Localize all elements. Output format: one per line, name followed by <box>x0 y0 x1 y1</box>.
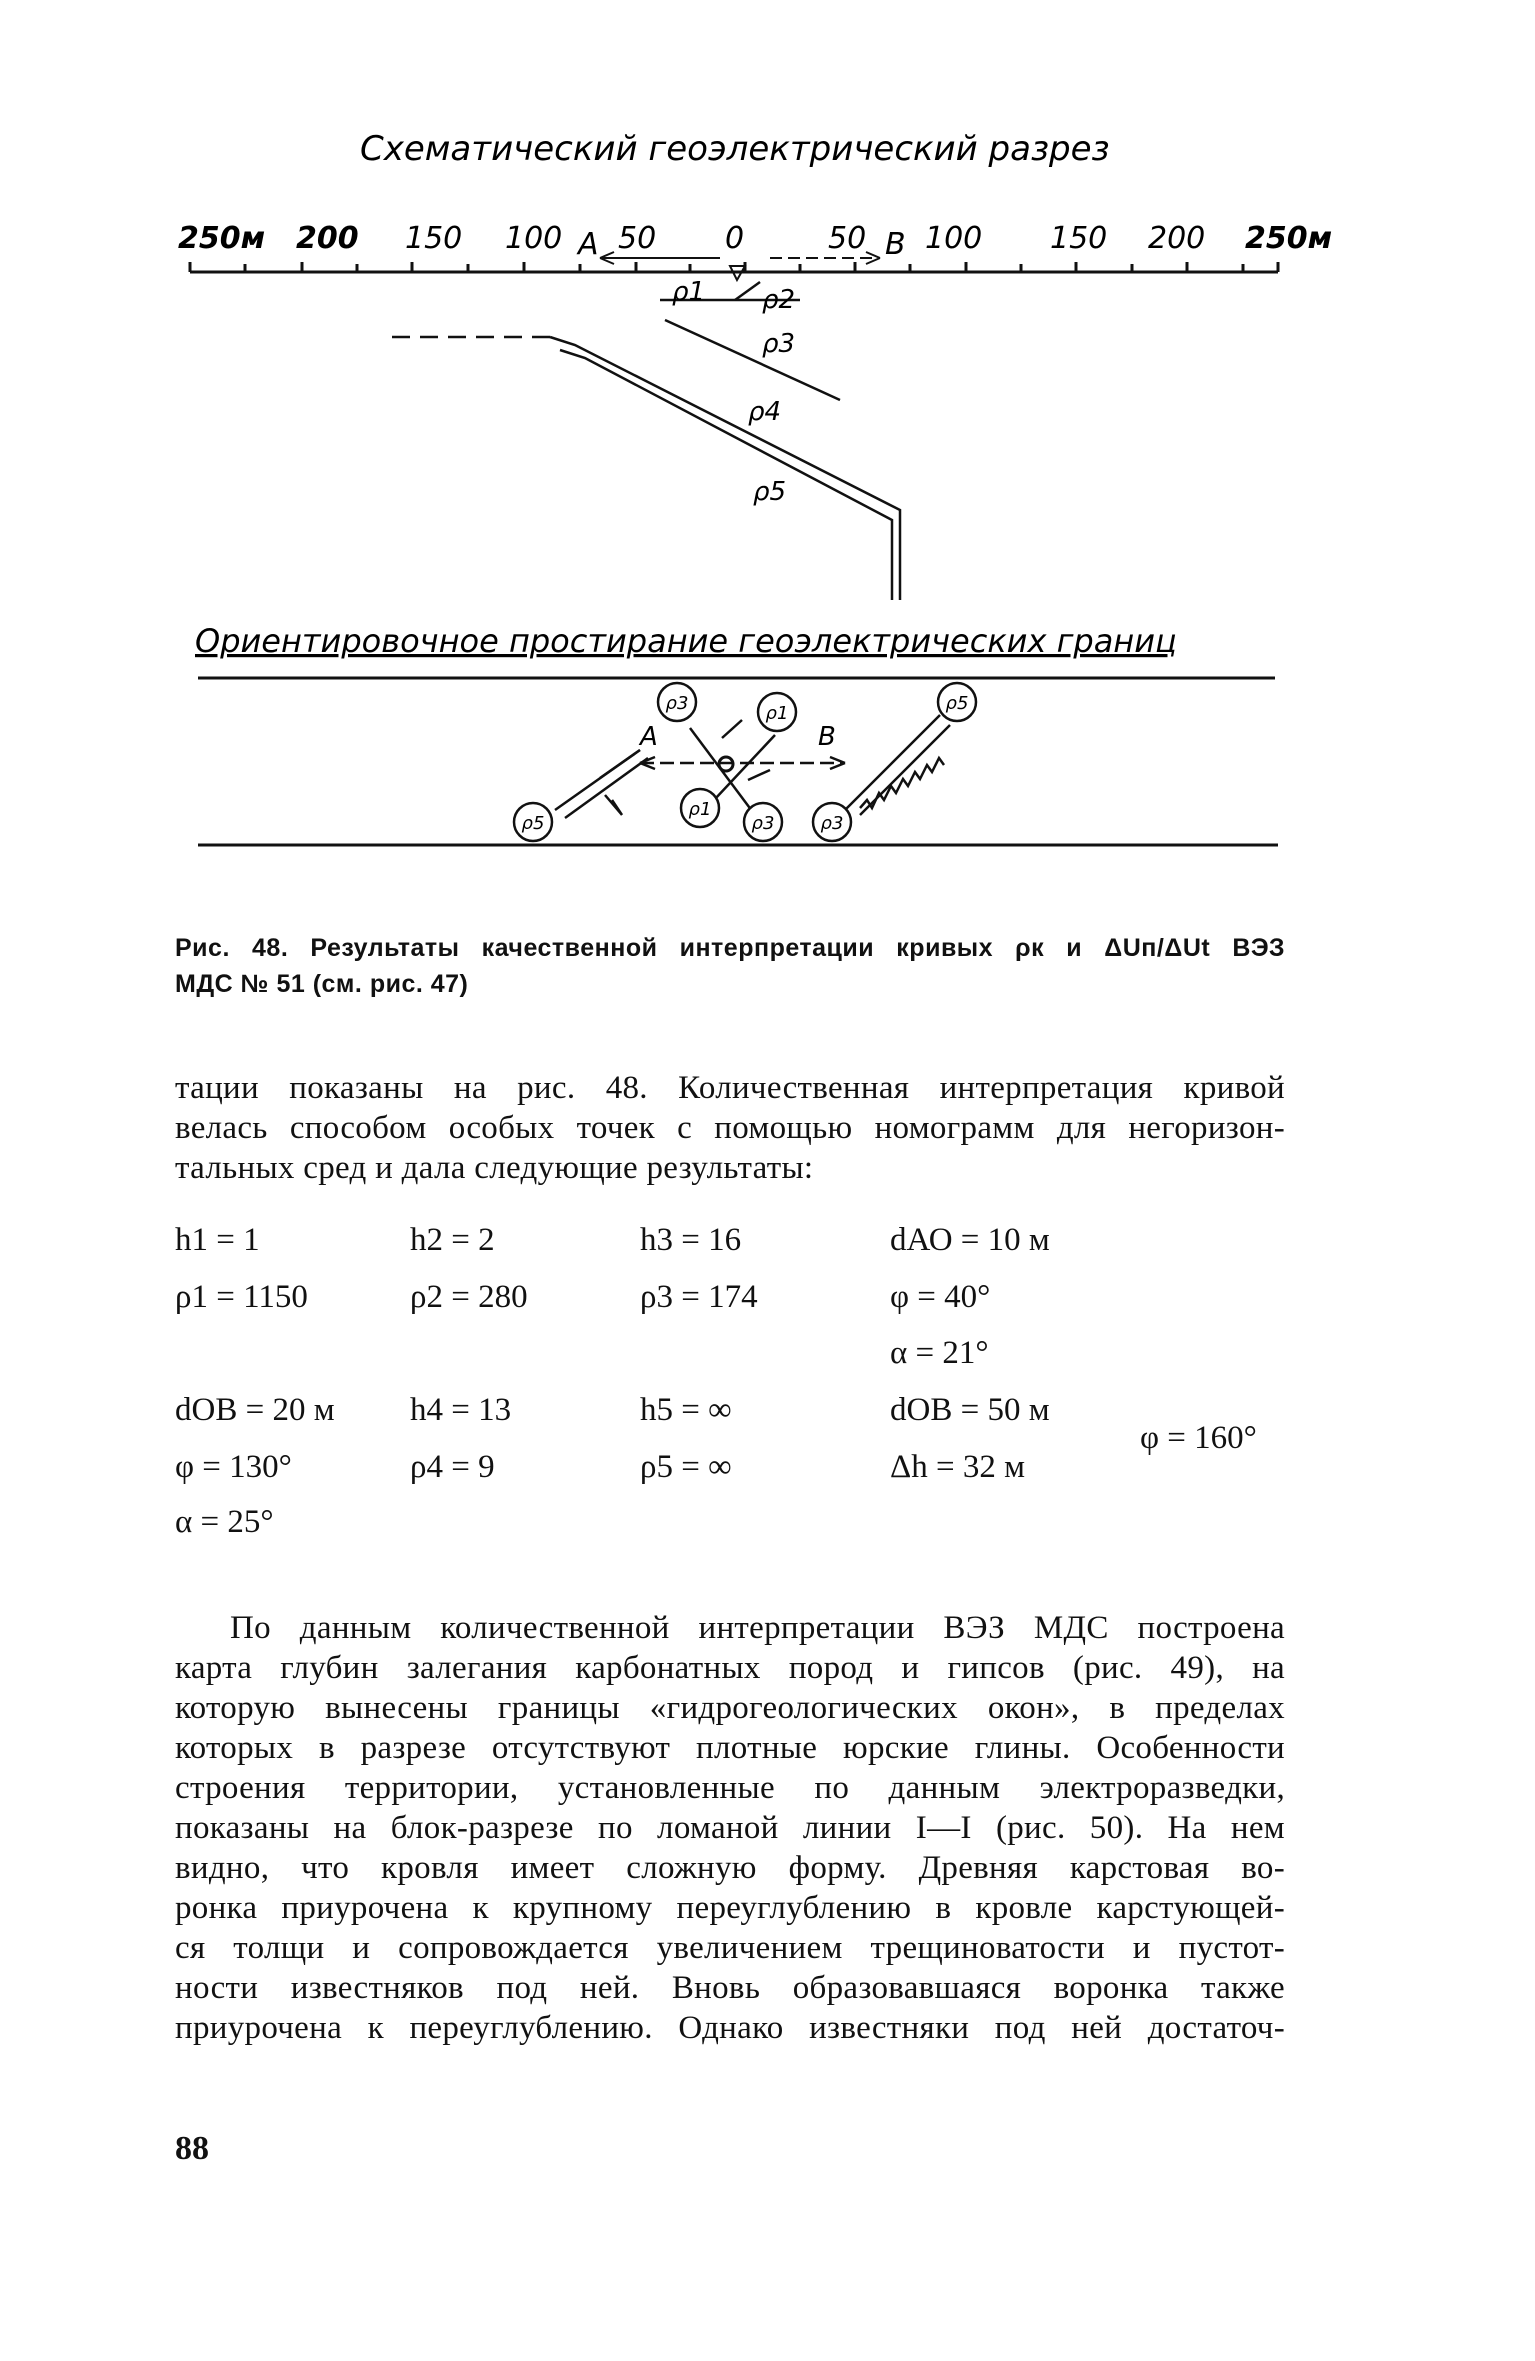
paragraph-1-line: тации показаны на рис. 48. Количественная интерпретация кривой <box>175 1070 1285 1106</box>
paragraph-1-line: тальных сред и дала следующие результаты: <box>175 1150 814 1186</box>
circle-label: ρ3 <box>820 813 844 834</box>
section1-title: Схематический геоэлектрический разрез <box>360 129 1110 169</box>
result-h5: h5 = ∞ <box>640 1392 732 1428</box>
paragraph-1 <box>175 1068 1285 1188</box>
strike-diagram <box>555 715 950 818</box>
scale-label-50-left: 50 <box>618 221 657 256</box>
paragraph-2 <box>175 1608 1285 2048</box>
result-rho4: ρ4 = 9 <box>410 1449 495 1485</box>
paragraph-2-line: карта глубин залегания карбонатных пород и гипсов (рис. 49), на <box>175 1650 1285 1686</box>
result-rho2: ρ2 = 280 <box>410 1279 528 1315</box>
layer-label-rho5: ρ5 <box>753 477 787 507</box>
result-alpha-21: α = 21° <box>890 1335 989 1371</box>
layer-label-rho1: ρ1 <box>672 277 706 307</box>
circle-label: ρ1 <box>688 799 712 820</box>
figure-48-svg <box>0 0 1535 900</box>
paragraph-2-line: которую вынесены границы «гидрогеологических окон», в пределах <box>175 1690 1285 1726</box>
layer-label-rho2: ρ2 <box>762 285 796 315</box>
result-rho3: ρ3 = 174 <box>640 1279 758 1315</box>
scale-label-50-right: 50 <box>828 221 867 256</box>
scale-label-B: B <box>885 227 906 262</box>
figure-caption <box>175 930 1285 1002</box>
result-h3: h3 = 16 <box>640 1222 742 1258</box>
scale-label-200-left: 200 <box>296 221 359 256</box>
result-rho5: ρ5 = ∞ <box>640 1449 732 1485</box>
paragraph-2-line: видно, что кровля имеет сложную форму. Древняя карстовая во- <box>175 1850 1285 1886</box>
strike-label-A: A <box>640 722 658 752</box>
scale-label-150-left: 150 <box>405 221 463 256</box>
paragraph-1-line: велась способом особых точек с помощью номограмм для негоризон- <box>175 1110 1285 1146</box>
paragraph-2-line: ся толщи и сопровождается увеличением трещиноватости и пустот- <box>175 1930 1285 1966</box>
results-col-5 <box>1140 1420 1257 1457</box>
result-dao-10: dАО = 10 м <box>890 1222 1050 1258</box>
section-boundaries <box>392 282 900 600</box>
scale-label-250-left: 250м <box>178 221 266 256</box>
ab-arrows <box>600 252 880 280</box>
result-rho1: ρ1 = 1150 <box>175 1279 308 1315</box>
scale-label-200-right: 200 <box>1148 221 1206 256</box>
scale-label-0: 0 <box>725 221 745 256</box>
paragraph-2-line: ронка приурочена к крупному переуглублению в кровле карстующей- <box>175 1890 1285 1926</box>
result-phi-40: φ = 40° <box>890 1279 991 1315</box>
result-delta-h: Δh = 32 м <box>890 1449 1025 1485</box>
result-h2: h2 = 2 <box>410 1222 495 1258</box>
paragraph-2-line: которых в разрезе отсутствуют плотные юрские глины. Особенности <box>175 1730 1285 1766</box>
paragraph-2-line: приурочена к переуглублению. Однако известняки под ней достаточ- <box>175 2010 1285 2046</box>
page-number: 88 <box>175 2130 209 2167</box>
scale-label-100-right: 100 <box>925 221 983 256</box>
paragraph-2-line: строения территории, установленные по данным электроразведки, <box>175 1770 1285 1806</box>
result-alpha-25: α = 25° <box>175 1504 274 1540</box>
circle-label: ρ5 <box>945 693 969 714</box>
result-phi-130: φ = 130° <box>175 1449 292 1485</box>
figure-48 <box>0 0 1535 900</box>
paragraph-2-line: ности известняков под ней. Вновь образовавшаяся воронка также <box>175 1970 1285 2006</box>
scale-label-250-right: 250м <box>1245 221 1333 256</box>
caption-line-2: МДС № 51 (см. рис. 47) <box>175 970 469 998</box>
result-h1: h1 = 1 <box>175 1222 260 1258</box>
scale-label-100-left: 100 <box>505 221 563 256</box>
layer-label-rho4: ρ4 <box>748 397 782 427</box>
result-phi-160: φ = 160° <box>1140 1420 1257 1456</box>
caption-line-1: Рис. 48. Результаты качественной интерпретации кривых ρк и ΔUп/ΔUt ВЭЗ <box>175 934 1285 962</box>
circle-label: ρ5 <box>521 813 545 834</box>
circle-label: ρ3 <box>751 813 775 834</box>
result-dob-50: dОВ = 50 м <box>890 1392 1050 1428</box>
paragraph-2-line: показаны на блок-разрезе по ломаной линии I—I (рис. 50). На нем <box>175 1810 1285 1846</box>
result-h4: h4 = 13 <box>410 1392 512 1428</box>
scale-label-A: A <box>578 227 599 262</box>
circle-label: ρ1 <box>765 703 789 724</box>
result-dob-20: dОВ = 20 м <box>175 1392 335 1428</box>
strike-label-B: B <box>818 722 836 752</box>
paragraph-2-line: По данным количественной интерпретации ВЭЗ МДС построена <box>230 1610 1285 1646</box>
layer-label-rho3: ρ3 <box>762 329 796 359</box>
scale-label-150-right: 150 <box>1050 221 1108 256</box>
circle-label: ρ3 <box>665 693 689 714</box>
section2-title: Ориентировочное простирание геоэлектрических границ <box>195 622 1177 660</box>
